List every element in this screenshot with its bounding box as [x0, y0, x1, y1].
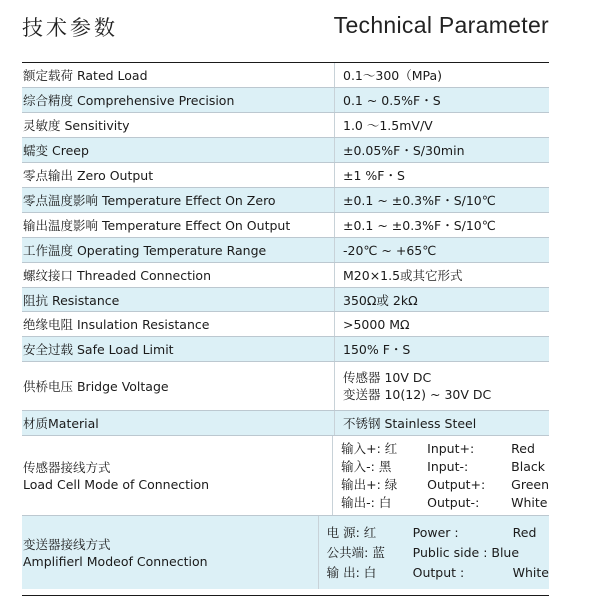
param-value: 150% F・S	[343, 342, 411, 357]
wire-line	[327, 543, 549, 563]
wire-color: Black	[511, 458, 545, 474]
label-cn: 变送器接线方式	[23, 536, 111, 552]
table-row	[22, 288, 549, 312]
wire-line	[327, 523, 549, 543]
param-label: 综合精度 Comprehensive Precision	[22, 88, 335, 112]
param-value: ±0.1 ~ ±0.3%F・S/10℃	[343, 218, 496, 233]
param-label: 供桥电压 Bridge Voltage	[22, 362, 335, 410]
loadcell-connection-row	[22, 436, 549, 516]
parameter-table	[22, 63, 549, 589]
wire-en: Power :	[412, 524, 459, 540]
wire-cn: 输出-: 白	[341, 494, 392, 510]
param-label: 阻抗 Resistance	[22, 288, 335, 311]
param-label: 蠕变 Creep	[22, 138, 335, 162]
param-value: -20℃ ~ +65℃	[343, 242, 437, 258]
wire-color: White	[512, 564, 549, 580]
table-row	[22, 163, 549, 188]
table-row	[22, 63, 549, 88]
wire-en: Public side : Blue	[412, 544, 520, 560]
table-row	[22, 263, 549, 288]
param-value: ±1 %F・S	[343, 168, 405, 183]
wiring-list	[319, 516, 549, 589]
param-label: 绝缘电阻 Insulation Resistance	[22, 312, 335, 336]
param-value: M20×1.5或其它形式	[343, 268, 463, 283]
wiring-list	[333, 436, 549, 515]
param-value: 不锈钢 Stainless Steel	[343, 416, 477, 431]
bridge-sensor-line: 传感器 10V DC	[343, 370, 432, 385]
amplifier-connection-row	[22, 516, 549, 589]
param-value: >5000 MΩ	[343, 316, 410, 332]
wire-en: Output-:	[427, 494, 480, 510]
param-value: ±0.1 ~ ±0.3%F・S/10℃	[343, 193, 496, 208]
label-en: Load Cell Mode of Connection	[23, 476, 210, 492]
wire-cn: 输入-: 黑	[341, 458, 392, 474]
bottom-rule	[22, 595, 549, 596]
param-value: 350Ω或 2kΩ	[343, 292, 418, 308]
wire-en: Output :	[412, 564, 465, 580]
table-row	[22, 312, 549, 337]
param-label: 螺纹接口 Threaded Connection	[22, 263, 335, 287]
wire-en: Output+:	[427, 476, 486, 492]
wire-color: Red	[512, 524, 537, 540]
table-row	[22, 188, 549, 213]
param-label: 材质Material	[22, 411, 335, 435]
bridge-voltage-row	[22, 362, 549, 411]
wire-en: Input+:	[427, 440, 475, 456]
table-row	[22, 213, 549, 238]
wire-cn: 公共端: 蓝	[326, 544, 385, 560]
wire-en: Input-:	[427, 458, 469, 474]
wire-line	[341, 440, 549, 458]
param-label: 安全过载 Safe Load Limit	[22, 337, 335, 361]
wire-line	[341, 458, 549, 476]
param-label: 输出温度影响 Temperature Effect On Output	[22, 213, 335, 237]
wire-cn: 输 出: 白	[326, 564, 377, 580]
table-row	[22, 113, 549, 138]
wire-cn: 输出+: 绿	[341, 476, 398, 492]
wire-color: Red	[511, 440, 535, 456]
param-value	[335, 362, 549, 410]
bridge-transmitter-line: 变送器 10(12) ~ 30V DC	[343, 387, 492, 402]
table-row	[22, 238, 549, 263]
param-value: 1.0 ～1.5mV/V	[343, 118, 433, 133]
table-row	[22, 88, 549, 113]
wire-color: White	[511, 494, 548, 510]
wire-line	[341, 476, 549, 494]
param-label: 额定载荷 Rated Load	[22, 63, 335, 87]
param-label	[22, 436, 333, 515]
param-value: 0.1 ~ 0.5%F・S	[343, 93, 441, 108]
wire-line	[341, 494, 549, 512]
param-label: 零点输出 Zero Output	[22, 163, 335, 187]
wire-color: Green	[511, 476, 549, 492]
wire-cn: 电 源: 红	[326, 524, 377, 540]
param-label	[22, 516, 319, 589]
material-row	[22, 411, 549, 436]
param-label: 工作温度 Operating Temperature Range	[22, 238, 335, 262]
wire-line	[327, 563, 549, 583]
title-english: Technical Parameter	[333, 12, 549, 38]
title-chinese: 技术参数	[22, 16, 118, 40]
param-value: 0.1～300（MPa)	[343, 68, 443, 83]
param-label: 灵敏度 Sensitivity	[22, 113, 335, 137]
param-label: 零点温度影响 Temperature Effect On Zero	[22, 188, 335, 212]
label-en: Amplifierl Modeof Connection	[23, 553, 208, 569]
wire-cn: 输入+: 红	[341, 440, 398, 456]
label-cn: 传感器接线方式	[23, 459, 111, 475]
table-row	[22, 138, 549, 163]
param-value: ±0.05%F・S/30min	[343, 143, 465, 158]
table-row	[22, 337, 549, 362]
